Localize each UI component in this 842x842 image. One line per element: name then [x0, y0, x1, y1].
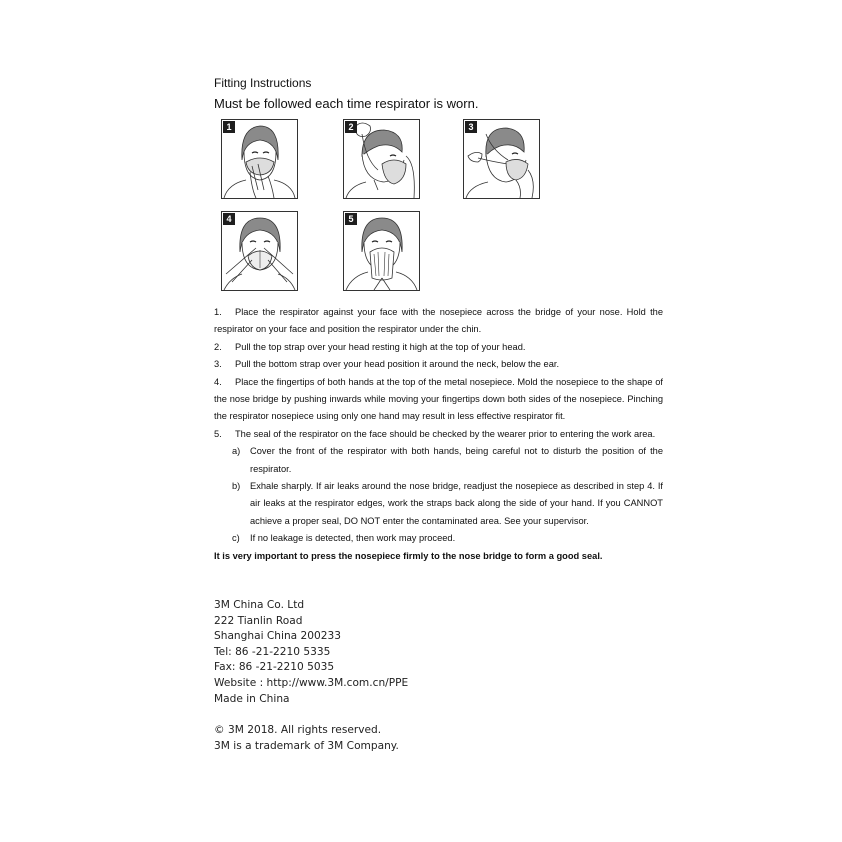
- substep-a: a) Cover the front of the respirator with both hands, being careful not to disturb the position of the respirator.: [232, 446, 663, 474]
- instructions-body: [214, 304, 663, 565]
- page-title: Fitting Instructions: [214, 76, 312, 90]
- figure-step-1: [221, 119, 298, 199]
- substep-b: b) Exhale sharply. If air leaks around the nose bridge, readjust the nosepiece as described in step 4. If air leaks at the respirator edges, work the straps back along the side of your hand. If you CANNOT achieve a proper seal, DO NOT enter the contaminated area. See your supervisor.: [232, 481, 663, 526]
- step-1: 1. Place the respirator against your face with the nosepiece across the bridge of your nose. Hold the respirator on your face and position the respirator under the chin.: [214, 307, 663, 335]
- manufacturer-address: [214, 598, 408, 707]
- nosepiece-warning: It is very important to press the nosepiece firmly to the nose bridge to form a good seal.: [214, 550, 603, 561]
- fax: Fax: 86 -21-2210 5035: [214, 661, 335, 674]
- trademark-notice: 3M is a trademark of 3M Company.: [214, 739, 399, 752]
- street-address: 222 Tianlin Road: [214, 614, 303, 627]
- figure-step-2: [343, 119, 420, 199]
- step-number-badge: 3: [465, 121, 477, 133]
- step-4: 4. Place the fingertips of both hands at the top of the metal nosepiece. Mold the nosepiece to the shape of the nose bridge by pushing inwards while moving your fingertips down both sides of the nosepiece. Pinching the respirator nosepiece using only one hand may result in less effective respirator fit.: [214, 376, 663, 422]
- figure-step-4: [221, 211, 298, 291]
- step-5: 5. The seal of the respirator on the face should be checked by the wearer prior to entering the work area.: [214, 428, 656, 439]
- city-postal: Shanghai China 200233: [214, 630, 341, 643]
- step-3: 3. Pull the bottom strap over your head position it around the neck, below the ear.: [214, 359, 560, 370]
- company-name: 3M China Co. Ltd: [214, 599, 305, 611]
- step-2: 2. Pull the top strap over your head resting it high at the top of your head.: [214, 341, 526, 352]
- substep-c: c) If no leakage is detected, then work may proceed.: [232, 533, 456, 544]
- website: Website : http://www.3M.com.cn/PPE: [214, 676, 409, 689]
- copyright-block: [214, 723, 399, 754]
- step-number-badge: 2: [345, 121, 357, 133]
- step-number-badge: 4: [223, 213, 235, 225]
- copyright-notice: © 3M 2018. All rights reserved.: [214, 724, 382, 736]
- page-subtitle: Must be followed each time respirator is worn.: [214, 96, 479, 111]
- step-number-badge: 5: [345, 213, 357, 225]
- telephone: Tel: 86 -21-2210 5335: [214, 645, 331, 658]
- figure-step-3: [463, 119, 540, 199]
- origin: Made in China: [214, 692, 290, 705]
- figure-step-5: [343, 211, 420, 291]
- step-number-badge: 1: [223, 121, 235, 133]
